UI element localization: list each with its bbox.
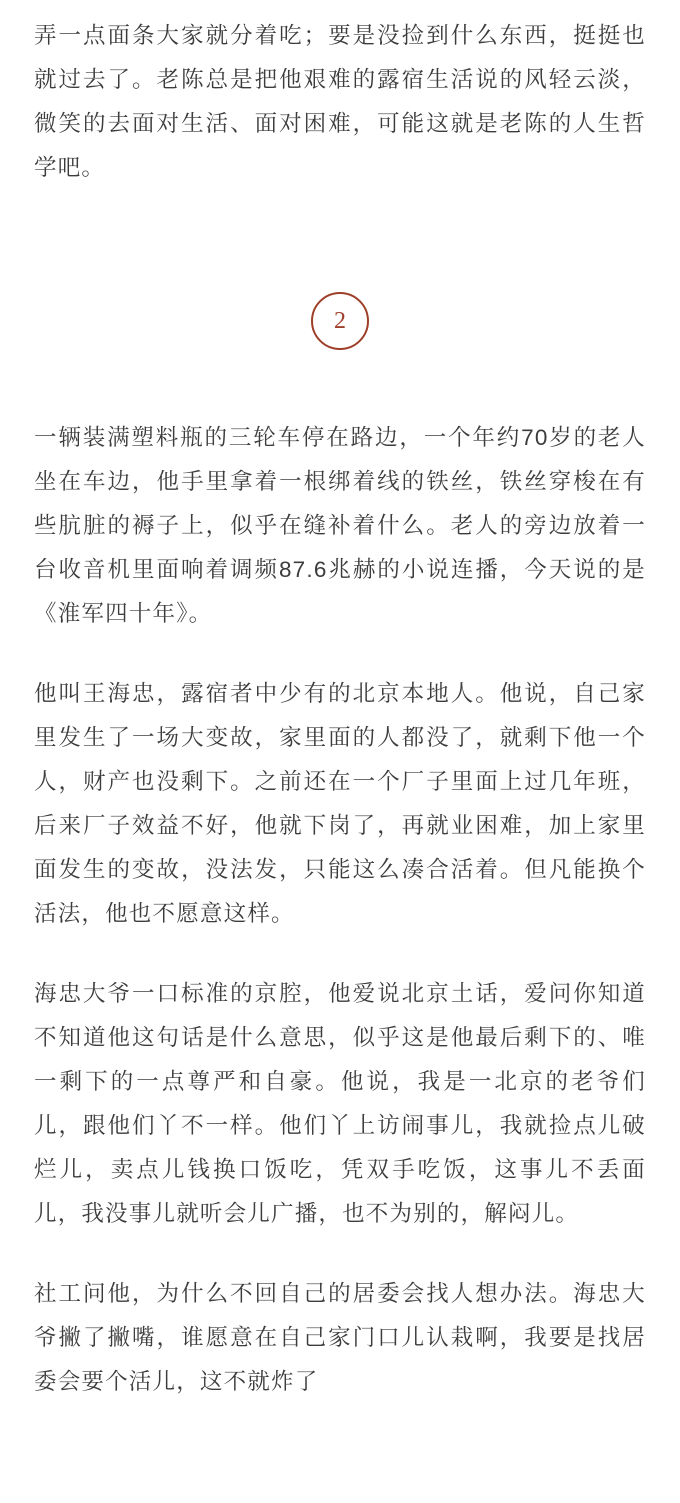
section-divider — [34, 226, 646, 416]
paragraph-2: 他叫王海忠，露宿者中少有的北京本地人。他说，自己家里发生了一场大变故，家里面的人都没了，就剩下他一个人，财产也没剩下。之前还在一个厂子里面上过几年班，后来厂子效益不好，他就下岗了，再就业困难，加上家里面发生的变故，没法发，只能这么凑合活着。但凡能换个活法，他也不愿意这样。 — [34, 681, 646, 926]
paragraph-1: 一辆装满塑料瓶的三轮车停在路边，一个年约70岁的老人坐在车边，他手里拿着一根绑着线的铁丝，铁丝穿梭在有些肮脏的褥子上，似乎在缝补着什么。老人的旁边放着一台收音机里面响着调频87.6兆赫的小说连播，今天说的是《淮军四十年》。 — [34, 425, 646, 626]
paragraph-4: 社工问他，为什么不回自己的居委会找人想办法。海忠大爷撇了撇嘴，谁愿意在自己家门口儿认栽啊，我要是找居委会要个活儿，这不就炸了 — [34, 1281, 646, 1394]
paragraph-intro: 弄一点面条大家就分着吃；要是没捡到什么东西，挺挺也就过去了。老陈总是把他艰难的露宿生活说的风轻云淡，微笑的去面对生活、面对困难，可能这就是老陈的人生哲学吧。 — [34, 23, 646, 180]
section-number-badge: 2 — [311, 292, 369, 350]
paragraph-3: 海忠大爷一口标准的京腔，他爱说北京土话，爱问你知道不知道他这句话是什么意思，似乎这是他最后剩下的、唯一剩下的一点尊严和自豪。他说，我是一北京的老爷们儿，跟他们丫不一样。他们丫上访闹事儿，我就捡点儿破烂儿，卖点儿钱换口饭吃，凭双手吃饭，这事儿不丢面儿，我没事儿就听会儿广播，也不为别的，解闷儿。 — [34, 981, 646, 1226]
